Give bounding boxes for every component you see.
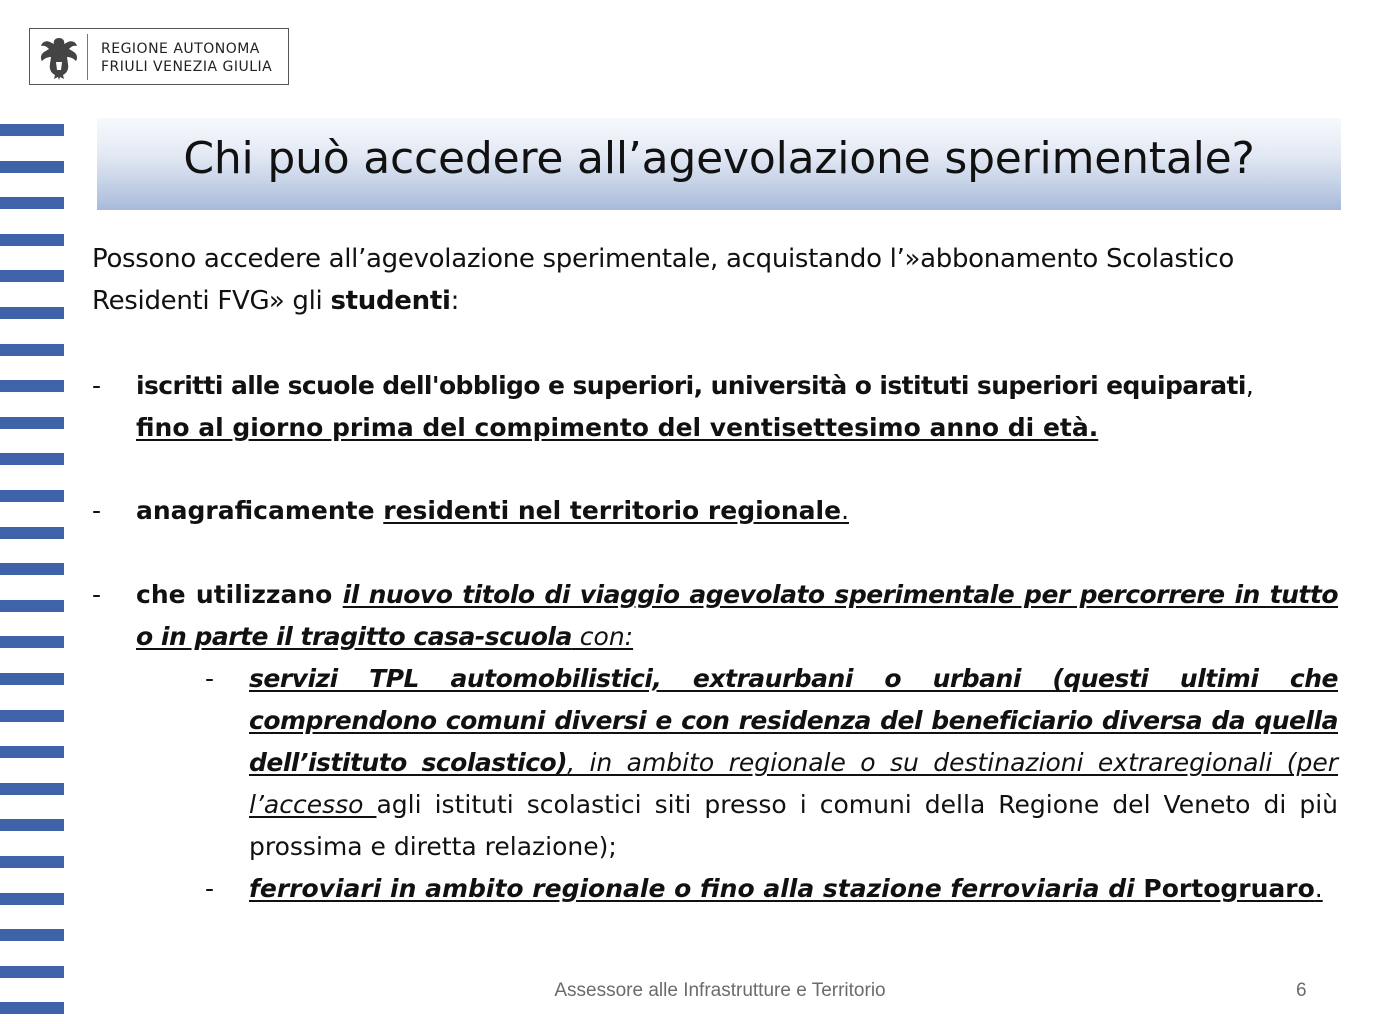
- bullet-1-emphasis: fino al giorno prima del compimento del ventisettesimo anno di età.: [136, 413, 1099, 442]
- stripe: [0, 966, 64, 978]
- sub-bullet-2-tail: .: [1314, 874, 1323, 903]
- stripe: [0, 490, 64, 502]
- bullet-marker: -: [92, 371, 102, 400]
- intro-students: studenti: [330, 286, 451, 316]
- stripe: [0, 856, 64, 868]
- sub-bullet-1-text: [249, 658, 1338, 868]
- bullet-marker: -: [92, 496, 102, 525]
- eagle-icon: [34, 32, 84, 82]
- stripe: [0, 710, 64, 722]
- bullet-2-emphasis: residenti nel territorio regionale: [383, 496, 842, 525]
- stripe: [0, 600, 64, 612]
- stripe: [0, 417, 64, 429]
- logo-text: [101, 40, 272, 76]
- bullet-3-bold: che utilizzano: [136, 580, 343, 609]
- stripe: [0, 234, 64, 246]
- stripe: [0, 746, 64, 758]
- stripe: [0, 1002, 64, 1014]
- stripe: [0, 563, 64, 575]
- stripe: [0, 893, 64, 905]
- stripe: [0, 783, 64, 795]
- stripe: [0, 636, 64, 648]
- stripe: [0, 453, 64, 465]
- bullet-marker: -: [92, 580, 102, 609]
- footer-text: Assessore alle Infrastrutture e Territorio: [554, 980, 886, 1001]
- bullet-3-emphasis: il nuovo titolo di viaggio agevolato sperimentale per percorrere in tutto o in parte il tragitto casa-scuola: [136, 580, 1338, 651]
- stripe: [0, 673, 64, 685]
- intro-paragraph: [92, 238, 1338, 322]
- intro-colon: :: [450, 286, 460, 316]
- sub-bullet-marker: -: [205, 664, 215, 693]
- stripe: [0, 380, 64, 392]
- bullet-1-sep: ,: [1245, 371, 1254, 400]
- bullet-3-text: [136, 574, 1338, 658]
- bullet-2-bold: anagraficamente: [136, 496, 384, 525]
- region-logo: [29, 28, 289, 85]
- bullet-2-text: [136, 490, 1338, 532]
- stripe: [0, 124, 64, 136]
- bullet-3-tail: con:: [571, 622, 634, 651]
- stripe: [0, 161, 64, 173]
- stripe: [0, 819, 64, 831]
- logo-line-1: REGIONE AUTONOMA: [101, 41, 260, 57]
- stripe: [0, 344, 64, 356]
- intro-line-2: [92, 280, 1338, 322]
- sub-bullet-2-text: [249, 868, 1338, 910]
- logo-divider: [87, 34, 88, 80]
- bullet-1-bold: iscritti alle scuole dell'obbligo e superiori, università o istituti superiori equiparati: [136, 371, 1246, 400]
- sub-bullet-1-emphasis: servizi TPL automobilistici, extraurbani o urbani (questi ultimi che comprendono comuni diversi e con residenza del beneficiario diversa da quella dell’istituto scolastico): [249, 664, 1338, 777]
- stripe: [0, 929, 64, 941]
- stripe: [0, 197, 64, 209]
- sub-bullet-1-plain: agli istituti scolastici siti presso i comuni della Regione del Veneto di più prossima e diretta relazione);: [249, 790, 1338, 861]
- page-number: 6: [1296, 980, 1307, 1001]
- sub-bullet-2-emphasis: ferroviari in ambito regionale o fino alla stazione ferroviaria di: [249, 874, 1144, 903]
- stripe: [0, 270, 64, 282]
- bullet-2-tail: .: [841, 496, 850, 525]
- bullet-1-text: [136, 365, 1338, 449]
- sub-bullet-2-place: Portogruaro: [1143, 874, 1315, 903]
- sub-bullet-1-italic: , in ambito regionale o su destinazioni extraregionali (per l’accesso: [249, 748, 1339, 819]
- intro-line-1: Possono accedere all’agevolazione sperimentale, acquistando l’»abbonamento Scolastico: [92, 244, 1234, 274]
- intro-line-2-text: Residenti FVG» gli: [92, 286, 331, 316]
- logo-line-2: FRIULI VENEZIA GIULIA: [101, 59, 273, 75]
- sub-bullet-marker: -: [205, 874, 215, 903]
- stripe: [0, 307, 64, 319]
- stripe: [0, 527, 64, 539]
- left-stripe-decoration: [0, 120, 64, 1024]
- slide-title: Chi può accedere all’agevolazione sperimentale?: [183, 133, 1255, 184]
